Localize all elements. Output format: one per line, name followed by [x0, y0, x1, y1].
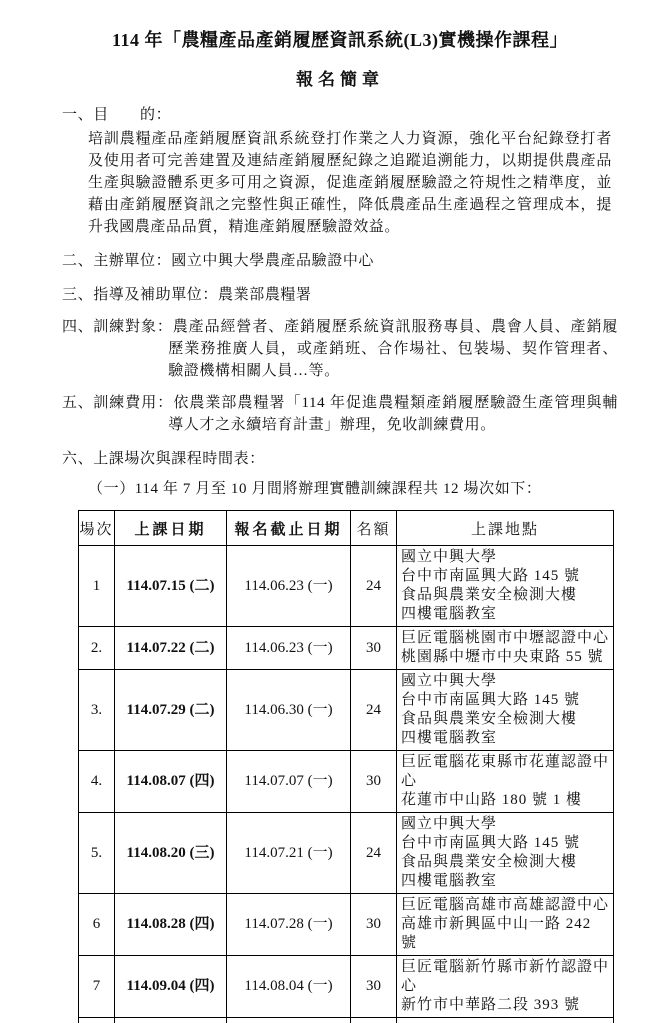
- section-label: 目 的：: [93, 107, 171, 123]
- col-header-quota: 名額: [351, 511, 397, 546]
- class-date: 114.07.22 (二): [115, 627, 227, 670]
- session-number: 5.: [79, 813, 115, 894]
- location-line: 台中市南區興大路 145 號: [401, 834, 609, 853]
- location-line: 國立中興大學: [401, 815, 609, 834]
- class-date: 114.08.07 (四): [115, 751, 227, 813]
- class-date: 114.08.20 (三): [115, 813, 227, 894]
- section-text: 農產品經營者、產銷履歷系統資訊服務專員、農會人員、產銷履歷業務推廣人員，或產銷班、合作場社、包裝場、契作管理者、驗證機構相關人員…等。: [168, 319, 618, 379]
- section-label: 主辦單位：: [93, 253, 171, 269]
- class-location: [397, 546, 614, 627]
- registration-deadline: 114.06.23 (一): [227, 627, 351, 670]
- class-date: 114.07.15 (二): [115, 546, 227, 627]
- location-line: 桃園縣中壢市中央東路 55 號: [401, 648, 609, 667]
- quota: 24: [351, 546, 397, 627]
- class-location: [397, 627, 614, 670]
- quota: 30: [351, 956, 397, 1018]
- session-number: 1: [79, 546, 115, 627]
- class-date: 114.09.04 (四): [115, 956, 227, 1018]
- location-line: 食品與農業安全檢測大樓: [401, 586, 609, 605]
- course-table-header: [79, 511, 614, 546]
- class-date: 114.08.28 (四): [115, 894, 227, 956]
- section-label: 訓練費用：: [93, 395, 173, 411]
- location-line: 巨匠電腦高雄市高雄認證中心: [401, 896, 609, 915]
- course-table-body: [79, 546, 614, 1018]
- header-row: [79, 511, 614, 546]
- table-row: [79, 751, 614, 813]
- section-number: 六、: [62, 451, 93, 467]
- col-header-class-date: 上課日期: [115, 511, 227, 546]
- quota: 24: [351, 670, 397, 751]
- location-line: 國立中興大學: [401, 672, 609, 691]
- location-line: 四樓電腦教室: [401, 872, 609, 891]
- class-location: [397, 670, 614, 751]
- table-row: [79, 670, 614, 751]
- section-schedule-subitem: （一）114 年 7 月至 10 月間將辦理實體訓練課程共 12 場次如下：: [88, 478, 618, 500]
- session-number: 2.: [79, 627, 115, 670]
- section-label: 指導及補助單位：: [93, 287, 218, 303]
- registration-deadline: 114.07.21 (一): [227, 813, 351, 894]
- class-location: [397, 956, 614, 1018]
- location-line: 食品與農業安全檢測大樓: [401, 710, 609, 729]
- location-line: 新竹市中華路二段 393 號: [401, 996, 609, 1015]
- section-number: 二、: [62, 253, 93, 269]
- section-body: [93, 392, 618, 436]
- section-advisor: [62, 284, 618, 306]
- location-line: 食品與農業安全檢測大樓: [401, 853, 609, 872]
- session-number: 3.: [79, 670, 115, 751]
- section-purpose-heading: [62, 104, 618, 126]
- table-row: [79, 627, 614, 670]
- section-label: 訓練對象：: [93, 319, 173, 335]
- location-line: 台中市南區興大路 145 號: [401, 691, 609, 710]
- registration-deadline: 114.07.28 (一): [227, 894, 351, 956]
- location-line: 巨匠電腦桃園市中壢認證中心: [401, 629, 609, 648]
- location-line: 花蓮市中山路 180 號 1 樓: [401, 791, 609, 810]
- table-row: [79, 956, 614, 1018]
- location-line: 四樓電腦教室: [401, 605, 609, 624]
- section-text: 依農業部農糧署「114 年促進農糧類產銷履歷驗證生產管理與輔導人才之永續培育計畫」辦理，免收訓練費用。: [168, 395, 618, 433]
- section-organizer: [62, 250, 618, 272]
- section-number: 一、: [62, 107, 93, 123]
- session-number: 7: [79, 956, 115, 1018]
- table-row: [79, 894, 614, 956]
- section-number: 五、: [62, 392, 93, 436]
- section-label: 上課場次與課程時間表：: [93, 451, 265, 467]
- partial-cell: [397, 1018, 614, 1023]
- session-number: 6: [79, 894, 115, 956]
- quota: 30: [351, 894, 397, 956]
- table-row: [79, 813, 614, 894]
- col-header-deadline: 報名截止日期: [227, 511, 351, 546]
- partial-cell: [227, 1018, 351, 1023]
- quota: 30: [351, 627, 397, 670]
- doc-subtitle: 報名簡章: [62, 65, 618, 90]
- course-table-cutoff-row: [79, 1018, 614, 1023]
- section-body: [93, 316, 618, 382]
- section-text: 農業部農糧署: [218, 287, 312, 303]
- section-text: 國立中興大學農產品驗證中心: [171, 253, 374, 269]
- section-trainees: [62, 316, 618, 382]
- partial-cell: [115, 1018, 227, 1023]
- location-line: 國立中興大學: [401, 548, 609, 567]
- quota: 30: [351, 751, 397, 813]
- section-number: 三、: [62, 287, 93, 303]
- quota: 24: [351, 813, 397, 894]
- section-number: 四、: [62, 316, 93, 382]
- partial-cell: [79, 1018, 115, 1023]
- registration-deadline: 114.08.04 (一): [227, 956, 351, 1018]
- class-date: 114.07.29 (二): [115, 670, 227, 751]
- location-line: 台中市南區興大路 145 號: [401, 567, 609, 586]
- location-line: 高雄市新興區中山一路 242 號: [401, 915, 609, 953]
- location-line: 四樓電腦教室: [401, 729, 609, 748]
- partial-cell: [351, 1018, 397, 1023]
- class-location: [397, 813, 614, 894]
- col-header-location: 上課地點: [397, 511, 614, 546]
- registration-deadline: 114.06.30 (一): [227, 670, 351, 751]
- table-row: [79, 546, 614, 627]
- class-location: [397, 894, 614, 956]
- location-line: 巨匠電腦新竹縣市新竹認證中心: [401, 958, 609, 996]
- registration-deadline: 114.07.07 (一): [227, 751, 351, 813]
- course-schedule-table: [78, 510, 614, 1023]
- location-line: 巨匠電腦花東縣市花蓮認證中心: [401, 753, 609, 791]
- doc-title: 114 年「農糧產品產銷履歷資訊系統(L3)實機操作課程」: [62, 26, 618, 52]
- section-purpose-body: 培訓農糧產品產銷履歷資訊系統登打作業之人力資源，強化平台紀錄登打者及使用者可完善建置及連結產銷履歷紀錄之追蹤追溯能力，以期提供農產品生產與驗證體系更多可用之資源，促進產銷履歷驗證之符規性之精準度，並藉由產銷履歷資訊之完整性與正確性，降低農產品生產過程之管理成本，提升我國農產品品質，精進產銷履歷驗證效益。: [88, 128, 612, 238]
- session-number: 4.: [79, 751, 115, 813]
- section-schedule-heading: [62, 448, 618, 470]
- class-location: [397, 751, 614, 813]
- col-header-session: 場次: [79, 511, 115, 546]
- partial-row: [79, 1018, 614, 1023]
- registration-deadline: 114.06.23 (一): [227, 546, 351, 627]
- section-fee: [62, 392, 618, 436]
